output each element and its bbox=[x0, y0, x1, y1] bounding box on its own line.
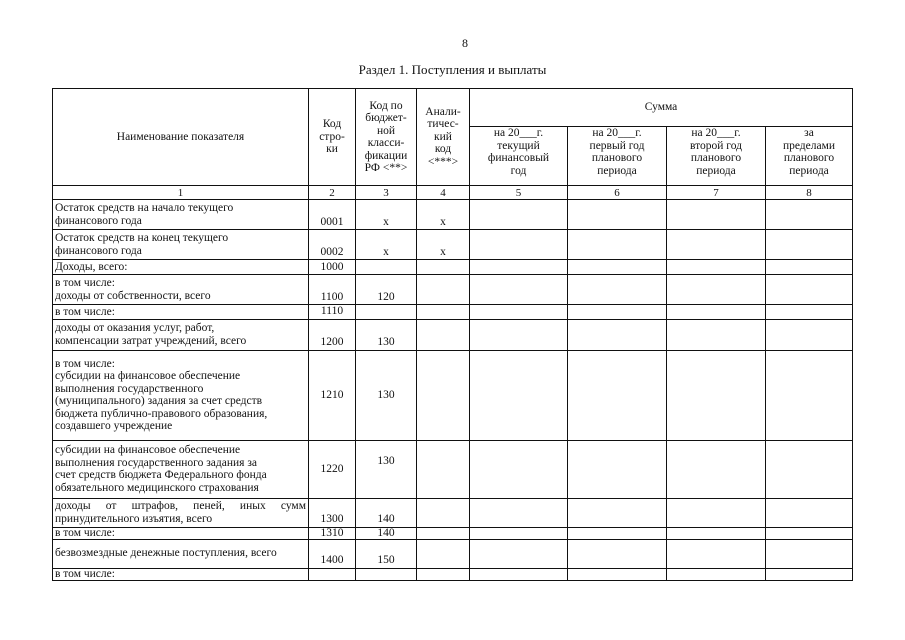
row-analytic-code bbox=[417, 275, 470, 305]
row-code: 1210 bbox=[309, 350, 356, 440]
row-analytic-code: x bbox=[417, 230, 470, 260]
sum-cell bbox=[667, 275, 766, 305]
table-row bbox=[53, 230, 853, 260]
sum-cell bbox=[470, 319, 568, 350]
sum-cell bbox=[766, 305, 853, 320]
sum-cell bbox=[470, 568, 568, 580]
sum-cell bbox=[470, 539, 568, 568]
column-number: 5 bbox=[470, 186, 568, 200]
row-code: 1000 bbox=[309, 260, 356, 275]
column-number: 7 bbox=[667, 186, 766, 200]
row-code: 1310 bbox=[309, 527, 356, 539]
header-sum-beyond-plan: за пределами планового периода bbox=[766, 127, 853, 186]
row-analytic-code bbox=[417, 498, 470, 527]
sum-cell bbox=[568, 319, 667, 350]
header-sum-first-plan-year: на 20___г. первый год планового периода bbox=[568, 127, 667, 186]
sum-cell bbox=[470, 440, 568, 498]
table-row bbox=[53, 200, 853, 230]
row-budget-code: x bbox=[356, 200, 417, 230]
sum-cell bbox=[470, 200, 568, 230]
table-row bbox=[53, 498, 853, 527]
row-analytic-code bbox=[417, 568, 470, 580]
row-budget-code bbox=[356, 568, 417, 580]
sum-cell bbox=[568, 539, 667, 568]
row-code: 1220 bbox=[309, 440, 356, 498]
row-code: 1400 bbox=[309, 539, 356, 568]
header-sum-second-plan-year: на 20___г. второй год планового периода bbox=[667, 127, 766, 186]
row-budget-code bbox=[356, 260, 417, 275]
table-row bbox=[53, 319, 853, 350]
sum-cell bbox=[667, 527, 766, 539]
sum-cell bbox=[667, 305, 766, 320]
sum-cell bbox=[766, 275, 853, 305]
row-name: субсидии на финансовое обеспечение выполнения государственного задания за счет средств бюджета Федерального фонда обязательного медицинского страхования bbox=[53, 440, 309, 498]
row-budget-code: 140 bbox=[356, 498, 417, 527]
row-name: безвозмездные денежные поступления, всего bbox=[53, 539, 309, 568]
table-row bbox=[53, 275, 853, 305]
header-budget-code: Код по бюджет- ной класси- фикации РФ <**> bbox=[356, 89, 417, 186]
sum-cell bbox=[667, 440, 766, 498]
sum-cell bbox=[766, 350, 853, 440]
table-row bbox=[53, 350, 853, 440]
row-code: 1110 bbox=[309, 305, 356, 320]
column-numbers-row bbox=[53, 186, 853, 200]
row-name: Остаток средств на начало текущего финансового года bbox=[53, 200, 309, 230]
row-name: доходы от оказания услуг, работ, компенсации затрат учреждений, всего bbox=[53, 319, 309, 350]
row-name: в том числе: bbox=[53, 305, 309, 320]
sum-cell bbox=[766, 527, 853, 539]
sum-cell bbox=[766, 440, 853, 498]
header-code: Код стро- ки bbox=[309, 89, 356, 186]
sum-cell bbox=[667, 230, 766, 260]
section-title: Раздел 1. Поступления и выплаты bbox=[358, 62, 547, 77]
column-number: 6 bbox=[568, 186, 667, 200]
row-analytic-code: x bbox=[417, 200, 470, 230]
sum-cell bbox=[568, 568, 667, 580]
header-sum: Сумма bbox=[470, 89, 853, 127]
row-analytic-code bbox=[417, 305, 470, 320]
sum-cell bbox=[568, 230, 667, 260]
row-code bbox=[309, 568, 356, 580]
table-row bbox=[53, 568, 853, 580]
receipts-payments-table bbox=[52, 88, 853, 581]
row-analytic-code bbox=[417, 440, 470, 498]
row-analytic-code bbox=[417, 350, 470, 440]
row-analytic-code bbox=[417, 539, 470, 568]
row-budget-code: 150 bbox=[356, 539, 417, 568]
sum-cell bbox=[667, 568, 766, 580]
column-number: 8 bbox=[766, 186, 853, 200]
page-number: 8 bbox=[462, 36, 468, 50]
sum-cell bbox=[766, 230, 853, 260]
table-row bbox=[53, 305, 853, 320]
header-name: Наименование показателя bbox=[53, 89, 309, 186]
row-name: Доходы, всего: bbox=[53, 260, 309, 275]
sum-cell bbox=[766, 568, 853, 580]
sum-cell bbox=[568, 200, 667, 230]
row-budget-code: 120 bbox=[356, 275, 417, 305]
row-code: 0001 bbox=[309, 200, 356, 230]
sum-cell bbox=[667, 498, 766, 527]
sum-cell bbox=[568, 260, 667, 275]
column-number: 2 bbox=[309, 186, 356, 200]
column-number: 3 bbox=[356, 186, 417, 200]
row-name: в том числе: bbox=[53, 568, 309, 580]
column-number: 1 bbox=[53, 186, 309, 200]
header-sum-current-year: на 20___г. текущий финансовый год bbox=[470, 127, 568, 186]
column-number: 4 bbox=[417, 186, 470, 200]
row-budget-code: 130 bbox=[356, 319, 417, 350]
sum-cell bbox=[470, 527, 568, 539]
row-name: в том числе: bbox=[53, 527, 309, 539]
sum-cell bbox=[568, 350, 667, 440]
row-code: 1100 bbox=[309, 275, 356, 305]
row-code: 0002 bbox=[309, 230, 356, 260]
sum-cell bbox=[766, 539, 853, 568]
row-code: 1200 bbox=[309, 319, 356, 350]
row-analytic-code bbox=[417, 527, 470, 539]
header-analytic-code: Анали- тичес- кий код <***> bbox=[417, 89, 470, 186]
table-row bbox=[53, 260, 853, 275]
row-name: Остаток средств на конец текущего финансового года bbox=[53, 230, 309, 260]
row-budget-code: x bbox=[356, 230, 417, 260]
row-budget-code bbox=[356, 305, 417, 320]
sum-cell bbox=[470, 350, 568, 440]
table-row bbox=[53, 440, 853, 498]
sum-cell bbox=[766, 260, 853, 275]
sum-cell bbox=[568, 275, 667, 305]
sum-cell bbox=[667, 539, 766, 568]
row-budget-code: 140 bbox=[356, 527, 417, 539]
sum-cell bbox=[568, 440, 667, 498]
row-budget-code: 130 bbox=[356, 440, 417, 498]
row-name: доходы от штрафов, пеней, иных сумм принудительного изъятия, всего bbox=[53, 498, 309, 527]
row-analytic-code bbox=[417, 260, 470, 275]
sum-cell bbox=[667, 200, 766, 230]
sum-cell bbox=[667, 319, 766, 350]
sum-cell bbox=[470, 260, 568, 275]
sum-cell bbox=[568, 305, 667, 320]
sum-cell bbox=[568, 527, 667, 539]
sum-cell bbox=[470, 305, 568, 320]
row-code: 1300 bbox=[309, 498, 356, 527]
row-name: в том числе: субсидии на финансовое обеспечение выполнения государственного (муниципального) задания за счет средств бюджета публично-правового образования, создавшего учреждение bbox=[53, 350, 309, 440]
sum-cell bbox=[667, 260, 766, 275]
row-name: в том числе: доходы от собственности, всего bbox=[53, 275, 309, 305]
sum-cell bbox=[766, 319, 853, 350]
row-analytic-code bbox=[417, 319, 470, 350]
sum-cell bbox=[766, 498, 853, 527]
sum-cell bbox=[470, 498, 568, 527]
sum-cell bbox=[667, 350, 766, 440]
table-row bbox=[53, 527, 853, 539]
sum-cell bbox=[568, 498, 667, 527]
table-row bbox=[53, 539, 853, 568]
sum-cell bbox=[470, 275, 568, 305]
sum-cell bbox=[766, 200, 853, 230]
row-budget-code: 130 bbox=[356, 350, 417, 440]
sum-cell bbox=[470, 230, 568, 260]
